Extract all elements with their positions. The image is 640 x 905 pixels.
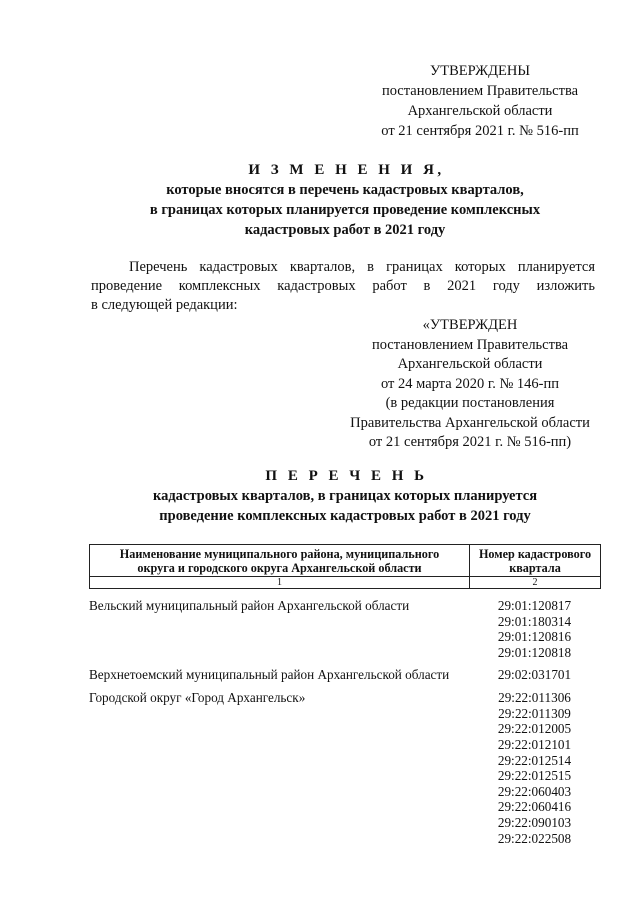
- quarter-code: 29:22:012514: [497, 752, 572, 768]
- intro-line: в следующей редакции:: [91, 297, 238, 313]
- quarter-code: 29:22:012515: [497, 768, 572, 784]
- quarter-code: 29:01:180314: [497, 613, 572, 629]
- approval-title: УТВЕРЖДЕНЫ: [429, 63, 531, 79]
- quarter-codes: [469, 667, 600, 683]
- quarter-code: 29:22:011309: [498, 705, 571, 721]
- list-title: П Е Р Е Ч Е Н Ь: [265, 468, 428, 484]
- approval-line: Архангельской области: [407, 103, 553, 119]
- changes-heading: [100, 160, 590, 240]
- quarter-codes: [469, 598, 600, 660]
- approval2-line: от 21 сентября 2021 г. № 516-пп): [368, 434, 572, 450]
- quarter-code: 29:22:011306: [498, 690, 571, 706]
- changes-subtitle-line: кадастровых работ в 2021 году: [244, 222, 446, 238]
- approval-line: постановлением Правительства: [381, 83, 579, 99]
- table-row: [89, 667, 600, 683]
- quarter-code: 29:01:120816: [497, 629, 572, 645]
- list-heading: [90, 466, 600, 526]
- list-subtitle-line: проведение комплексных кадастровых работ в 2021 году: [159, 508, 531, 524]
- intro-line: проведение комплексных кадастровых работ в 2021 году изложить: [91, 278, 595, 294]
- quarter-code: 29:22:012101: [497, 736, 572, 752]
- quarter-code: 29:01:120818: [497, 644, 572, 660]
- municipality-name: Верхнетоемский муниципальный район Архангельской области: [89, 667, 450, 683]
- intro-paragraph: [91, 258, 595, 315]
- header-cell-quarter-number: Номер кадастрового квартала: [470, 545, 601, 577]
- column-number: 2: [470, 577, 601, 589]
- quarter-codes: [469, 690, 600, 846]
- changes-title: И З М Е Н Е Н И Я,: [248, 162, 445, 178]
- approval2-line: Архангельской области: [397, 356, 543, 372]
- approval2-line: постановлением Правительства: [371, 336, 569, 353]
- column-number: 1: [90, 577, 470, 589]
- table-header: [89, 544, 601, 589]
- quarter-code: 29:22:060403: [497, 783, 572, 799]
- quarter-code: 29:02:031701: [497, 667, 572, 683]
- approval2-line: «УТВЕРЖДЕН: [422, 317, 518, 333]
- approval-line: от 21 сентября 2021 г. № 516-пп: [381, 123, 579, 139]
- approval2-line: от 24 марта 2020 г. № 146-пп: [380, 375, 560, 392]
- quarter-code: 29:01:120817: [497, 598, 572, 613]
- table-body: [89, 598, 600, 853]
- quarter-code: 29:22:090103: [497, 814, 572, 830]
- table-row: [89, 598, 600, 660]
- changes-subtitle-line: которые вносятся в перечень кадастровых кварталов,: [166, 182, 524, 198]
- approval2-line: Правительства Архангельской области: [350, 414, 590, 431]
- changes-subtitle-line: в границах которых планируется проведение комплексных: [149, 202, 541, 218]
- intro-line: Перечень кадастровых кварталов, в границах которых планируется: [129, 259, 595, 275]
- approval-stamp: [360, 61, 600, 141]
- approval2-line: (в редакции постановления: [385, 395, 555, 411]
- quarter-code: 29:22:012005: [497, 721, 572, 737]
- quarter-code: 29:22:022508: [497, 830, 572, 846]
- quarter-code: 29:22:060416: [497, 799, 572, 815]
- header-cell-municipality: Наименование муниципального района, муниципального округа и городского округа Архангельской области: [90, 545, 470, 577]
- municipality-name: Городской округ «Город Архангельск»: [89, 690, 306, 706]
- municipality-name: Вельский муниципальный район Архангельской области: [89, 598, 410, 613]
- quarters-table: [89, 544, 600, 589]
- approval-stamp-quoted: [330, 316, 610, 453]
- table-row: [89, 690, 600, 846]
- list-subtitle-line: кадастровых кварталов, в границах которых планируется: [152, 488, 538, 504]
